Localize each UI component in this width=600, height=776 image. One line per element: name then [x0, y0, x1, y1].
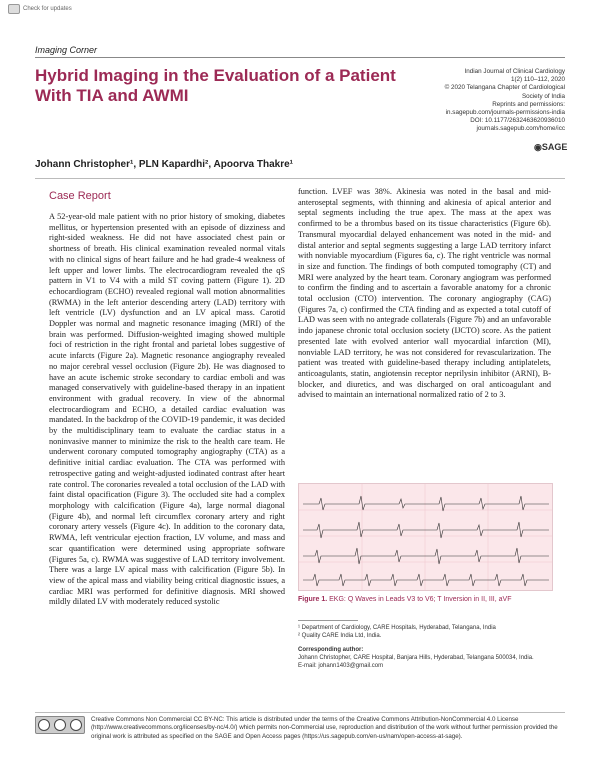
footnote-divider: [298, 620, 358, 621]
ecg-figure: [298, 483, 553, 591]
ecg-trace-image: [299, 484, 552, 590]
journal-line: 1(2) 110–112, 2020: [510, 76, 565, 84]
license-text: Creative Commons Non Commercial CC BY-NC: This article is distributed under the terms of the Creative Commons Attribution-NonCommercial 4.0 License (http://www.creativecommons.org/licenses/by-nc/4.0/) which permits non-Commercial use, reproduction and distribution of the work without further permission provided the original work is attributed as specified on the SAGE and Open Access pages (https://us.sagepub.com/en-us/nam/open-access-at-sage).: [91, 716, 558, 740]
sage-logo: ◉SAGE: [534, 142, 568, 152]
corresponding-author-text: Johann Christopher, CARE Hospital, Banjara Hills, Hyderabad, Telangana 500034, India.: [298, 655, 534, 661]
check-updates-link[interactable]: [8, 4, 72, 14]
journal-line: Society of India: [521, 92, 565, 100]
figure-label: Figure 1.: [298, 596, 328, 603]
top-divider: [35, 57, 565, 58]
sage-icon: ◉: [534, 142, 542, 152]
body-paragraph: function. LVEF was 38%. Akinesia was noted in the basal and mid-anteroseptal segments, with thinning and akinesia of apical anterior and septal segments including the true apex. The mass at the apex was confirmed to be a thrombus based on its tissue characteristics (Figure 6b). Transmural myocardial delayed enhancement was noted in the mid- and distal anterior and septal segments suggesting a large LAD territory infarct with nonviable myocardium (Figures 6a, c). The right ventricle was normal in size and function. The findings of both computed tomography (CT) and MRI were analyzed by the heart team. Coronary angiogram was performed to confirm the finding and to ascertain a favorable anatomy for a chronic total occlusion (CTO) intervention. The coronary angiography (CAG) (Figures 7a, c) confirmed the CTA finding and as expected a total cutoff of LAD was seen with no antegrade collaterals (Figure 7b) and an unfavorable indo japanese chronic total occlusion society (IJCTO) score. As the patient presented late with evolved anterior wall myocardial infarction (MI), nonviable LAD territory, he was not considered for revascularization. The patient was treated with guideline-based therapy including antiplatelets, anticoagulants, statin, angiotensin receptor neprilysin inhibitor (ARNI), B-blocker, and diuretics, and was discharged on oral anticoagulant and advised to maintain an international normalized ratio of 2 to 3.: [298, 187, 551, 400]
crossmark-icon: [8, 4, 20, 14]
license-notice: [35, 716, 565, 741]
section-heading: Case Report: [49, 190, 111, 202]
journal-line[interactable]: journals.sagepub.com/home/icc: [476, 125, 565, 133]
journal-line[interactable]: DOI: 10.1177/2632463620936010: [470, 117, 565, 125]
body-column-right: [298, 187, 551, 401]
license-divider: [35, 712, 565, 713]
journal-line: Indian Journal of Clinical Cardiology: [464, 68, 565, 75]
figure-caption-text: EKG: Q Waves in Leads V3 to V6; T Inversion in II, III, aVF: [329, 596, 512, 603]
affiliation-1: ¹ Department of Cardiology, CARE Hospitals, Hyderabad, Telangana, India: [298, 625, 496, 631]
corresponding-author-heading: Corresponding author:: [298, 647, 364, 653]
author-list: Johann Christopher¹, PLN Kapardhi², Apoorva Thakre¹: [35, 159, 293, 170]
journal-line: Reprints and permissions:: [492, 100, 565, 108]
footnotes: [298, 620, 551, 670]
check-updates-label: Check for updates: [23, 6, 72, 12]
article-title: Hybrid Imaging in the Evaluation of a Patient With TIA and AWMI: [35, 66, 396, 105]
affiliation-2: ² Quality CARE India Ltd, India.: [298, 633, 382, 639]
body-paragraph: A 52-year-old male patient with no prior history of smoking, diabetes mellitus, or hypertension presented with an episode of dizziness and right-sided weakness. He did not have associated chest pain or shortness of breath. His clinical examination revealed normal vitals with no clinical signs of heart failure and he had grade-4 weakness of left upper and lower limbs. The electrocardiogram revealed the qS pattern in V1 to V4 with a mild ST coving pattern (Figure 1). 2D echocardiogram (ECHO) revealed regional wall motion abnormalities (RWMA) in the left anterior descending artery (LAD) territory with left ventricle (LV) dysfunction and an LV apical mass. Carotid Doppler was normal and magnetic resonance imaging (MRI) of the brain was performed. Diffusion-weighted imaging showed multiple foci of restriction in the right frontal and parietal lobes suggestive of acute infarcts (Figure 2a). Magnetic resonance angiography revealed no major cerebral vessel occlusion (Figure 2b). He was diagnosed to have an acute ischemic stroke secondary to cardiac emboli and was managed conservatively with guideline-based therapy in an inpatient environment with gradual recovery. In view of the abnormal electrocardiogram and ECHO, a detailed cardiac evaluation was mandated. In the backdrop of the COVID-19 pandemic, it was decided by the multidisciplinary team to evaluate the cardiac status in a noninvasive manner to minimize the risk to the health care team. He underwent coronary computed tomography angiography (CTA) as a definitive initial cardiac evaluation. The CTA was performed with retrospective gating and weight-adjusted iodinated contrast after heart rate control. The coronaries revealed a total occlusion of the LAD with faint distal opacification (Figure 3). The occluded site had a complex morphology with calcification (Figure 4a), large normal diagonal (Figure 4b), and normal left circumflex coronary artery and right coronary artery vessels (Figure 4c). In addition to the coronary data, RWMA, left ventricular ejection fraction, LV volume, and mass and scar quantification were determined using appropriate software (Figures 5a, c). RWMA was suggestive of LAD territory involvement. There was a large LV apical mass with calcification (Figure 5b). In view of the apical mass and viability being critical diagnostic issues, a cardiac MRI was performed for definitive diagnosis. MRI showed mildly dilated LV with moderately reduced systolic: [49, 212, 285, 607]
section-label: Imaging Corner: [35, 45, 98, 55]
email-link[interactable]: E-mail: johann1403@gmail.com: [298, 663, 384, 669]
journal-info: [375, 68, 565, 134]
cc-by-nc-icon: [35, 716, 85, 734]
author-divider: [35, 178, 565, 179]
figure-caption: [298, 596, 551, 603]
body-column-left: [49, 212, 285, 608]
journal-line[interactable]: in.sagepub.com/journals-permissions-india: [445, 109, 565, 117]
journal-line: © 2020 Telangana Chapter of Cardiological: [444, 84, 565, 92]
